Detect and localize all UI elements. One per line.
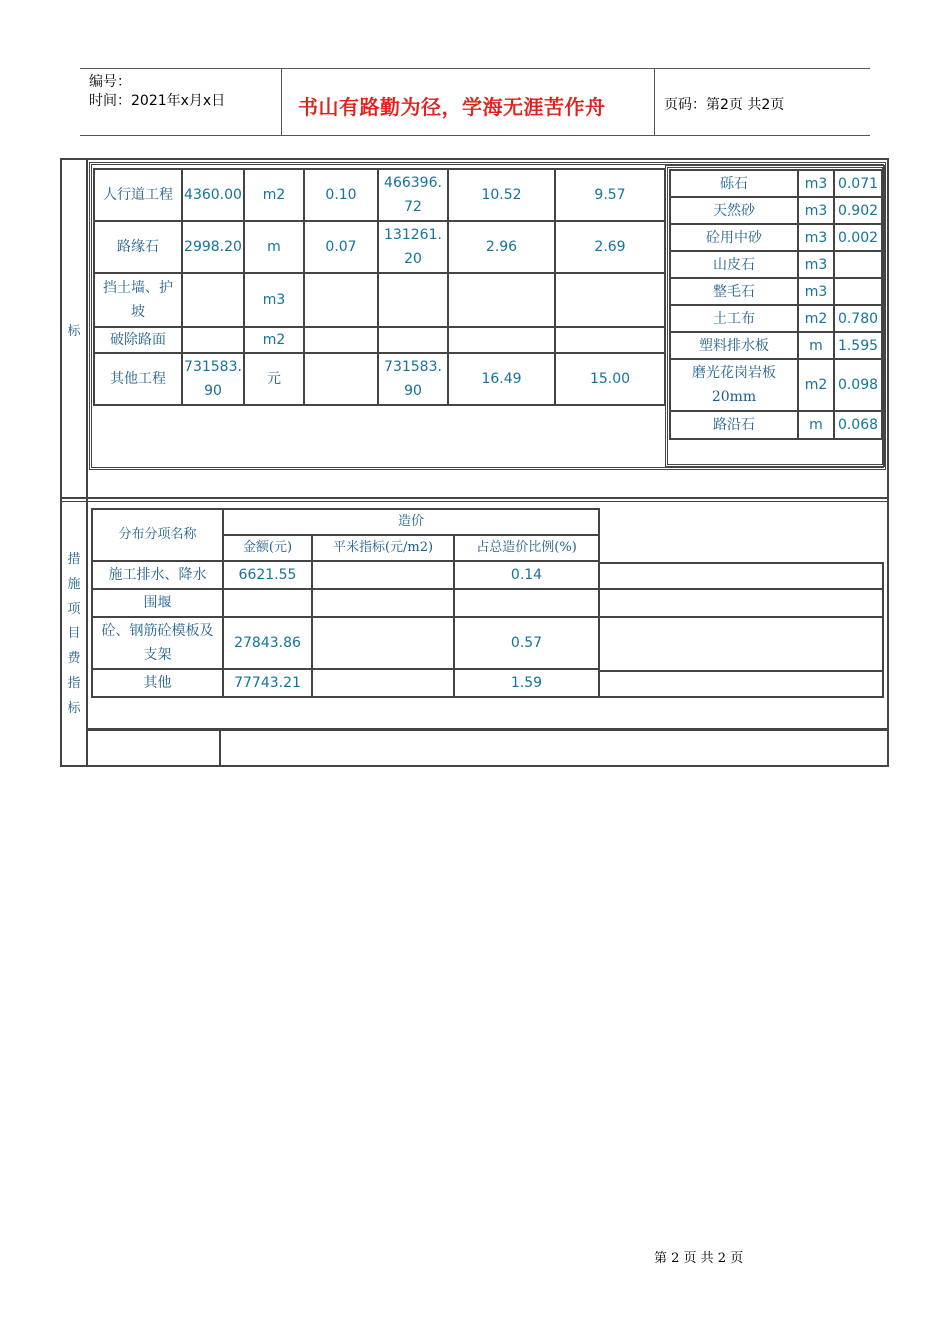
table-row bbox=[92, 589, 599, 617]
material-value: 0.002 bbox=[834, 224, 882, 251]
material-unit: m3 bbox=[798, 197, 834, 224]
material-value: 1.595 bbox=[834, 332, 882, 359]
material-value: 0.071 bbox=[834, 170, 882, 197]
item-value: 2.96 bbox=[448, 221, 555, 273]
item-unit: m3 bbox=[244, 273, 304, 327]
column-group-cost: 造价 bbox=[223, 509, 599, 535]
item-unit: 元 bbox=[244, 353, 304, 405]
table-row bbox=[94, 169, 665, 221]
bottom-row-divider bbox=[86, 728, 889, 731]
item-quantity bbox=[182, 327, 244, 353]
column-header-name: 分布分项名称 bbox=[92, 509, 223, 561]
page-indicator: 页码：第2页 共2页 bbox=[664, 97, 785, 113]
column-header-ratio: 占总造价比例(%) bbox=[454, 535, 599, 561]
item-value bbox=[304, 273, 378, 327]
table-row bbox=[670, 411, 882, 439]
item-amount: 731583.90 bbox=[378, 353, 448, 405]
material-name: 天然砂 bbox=[670, 197, 798, 224]
measure-name: 其他 bbox=[92, 669, 223, 697]
material-value bbox=[834, 278, 882, 305]
item-value: 9.57 bbox=[555, 169, 665, 221]
material-unit: m2 bbox=[798, 359, 834, 411]
table-row bbox=[670, 278, 882, 305]
table-row bbox=[670, 332, 882, 359]
motto: 书山有路勤为径，学海无涯苦作舟 bbox=[298, 95, 606, 119]
item-value: 10.52 bbox=[448, 169, 555, 221]
document-code: 编号： bbox=[89, 74, 131, 90]
item-value: 2.69 bbox=[555, 221, 665, 273]
item-name: 其他工程 bbox=[94, 353, 182, 405]
table-row bbox=[670, 224, 882, 251]
material-name: 路沿石 bbox=[670, 411, 798, 439]
item-amount: 466396.72 bbox=[378, 169, 448, 221]
table-row bbox=[670, 170, 882, 197]
material-unit: m3 bbox=[798, 170, 834, 197]
measure-ratio: 1.59 bbox=[454, 669, 599, 697]
measure-ratio: 0.57 bbox=[454, 617, 599, 669]
material-value: 0.098 bbox=[834, 359, 882, 411]
measure-name: 围堰 bbox=[92, 589, 223, 617]
measure-ratio bbox=[454, 589, 599, 617]
measure-index bbox=[312, 617, 454, 669]
item-name: 路缘石 bbox=[94, 221, 182, 273]
measure-amount bbox=[223, 589, 312, 617]
measure-index bbox=[312, 561, 454, 589]
material-value bbox=[834, 251, 882, 278]
material-value: 0.902 bbox=[834, 197, 882, 224]
item-quantity: 4360.00 bbox=[182, 169, 244, 221]
material-name: 土工布 bbox=[670, 305, 798, 332]
material-name: 砾石 bbox=[670, 170, 798, 197]
material-name: 山皮石 bbox=[670, 251, 798, 278]
item-quantity bbox=[182, 273, 244, 327]
material-unit: m bbox=[798, 411, 834, 439]
table-header-row bbox=[92, 509, 599, 535]
material-unit: m2 bbox=[798, 305, 834, 332]
item-value: 16.49 bbox=[448, 353, 555, 405]
table-row bbox=[92, 617, 599, 669]
item-unit: m2 bbox=[244, 327, 304, 353]
page-footer: 第 2 页 共 2 页 bbox=[654, 1251, 744, 1266]
item-name: 破除路面 bbox=[94, 327, 182, 353]
measure-amount: 6621.55 bbox=[223, 561, 312, 589]
item-value bbox=[304, 327, 378, 353]
item-unit: m bbox=[244, 221, 304, 273]
section-side-label: 措施项目费指标 bbox=[67, 552, 81, 716]
table-row bbox=[670, 305, 882, 332]
project-index-table bbox=[93, 168, 666, 406]
header-bottom-rule bbox=[80, 135, 870, 136]
section-divider bbox=[60, 497, 889, 502]
column-header-index: 平米指标(元/m2) bbox=[312, 535, 454, 561]
item-value bbox=[448, 273, 555, 327]
table-row bbox=[670, 197, 882, 224]
materials-table bbox=[669, 169, 883, 440]
material-value: 0.780 bbox=[834, 305, 882, 332]
column-header-amount: 金额(元) bbox=[223, 535, 312, 561]
table-row bbox=[94, 353, 665, 405]
measure-ratio: 0.14 bbox=[454, 561, 599, 589]
item-value bbox=[555, 273, 665, 327]
item-amount bbox=[378, 327, 448, 353]
table-row bbox=[92, 669, 599, 697]
header-divider bbox=[281, 68, 282, 136]
item-value bbox=[448, 327, 555, 353]
material-name: 砼用中砂 bbox=[670, 224, 798, 251]
material-unit: m bbox=[798, 332, 834, 359]
section-side-label: 标 bbox=[67, 324, 81, 339]
table-row bbox=[94, 327, 665, 353]
item-unit: m2 bbox=[244, 169, 304, 221]
table-row bbox=[670, 359, 882, 411]
material-unit: m3 bbox=[798, 278, 834, 305]
measure-name: 砼、钢筋砼模板及支架 bbox=[92, 617, 223, 669]
material-unit: m3 bbox=[798, 251, 834, 278]
item-quantity: 2998.20 bbox=[182, 221, 244, 273]
material-name: 塑料排水板 bbox=[670, 332, 798, 359]
material-unit: m3 bbox=[798, 224, 834, 251]
material-name: 整毛石 bbox=[670, 278, 798, 305]
item-value: 15.00 bbox=[555, 353, 665, 405]
header-top-rule bbox=[80, 68, 870, 69]
measure-index bbox=[312, 589, 454, 617]
item-name: 挡土墙、护坡 bbox=[94, 273, 182, 327]
material-value: 0.068 bbox=[834, 411, 882, 439]
measures-extension bbox=[598, 562, 884, 698]
item-value bbox=[304, 353, 378, 405]
item-name: 人行道工程 bbox=[94, 169, 182, 221]
measure-index bbox=[312, 669, 454, 697]
document-time: 时间：2021年x月x日 bbox=[89, 93, 226, 109]
table-row bbox=[94, 273, 665, 327]
header-divider bbox=[654, 68, 655, 136]
measures-table bbox=[91, 508, 600, 698]
item-value: 0.07 bbox=[304, 221, 378, 273]
measure-amount: 77743.21 bbox=[223, 669, 312, 697]
item-quantity: 731583.90 bbox=[182, 353, 244, 405]
measure-amount: 27843.86 bbox=[223, 617, 312, 669]
measure-name: 施工排水、降水 bbox=[92, 561, 223, 589]
table-row bbox=[670, 251, 882, 278]
side-column-divider bbox=[86, 158, 88, 767]
item-amount: 131261.20 bbox=[378, 221, 448, 273]
material-name: 磨光花岗岩板20mm bbox=[670, 359, 798, 411]
bottom-cell-divider bbox=[219, 730, 221, 767]
table-row bbox=[92, 561, 599, 589]
item-value bbox=[555, 327, 665, 353]
item-amount bbox=[378, 273, 448, 327]
item-value: 0.10 bbox=[304, 169, 378, 221]
table-row bbox=[94, 221, 665, 273]
